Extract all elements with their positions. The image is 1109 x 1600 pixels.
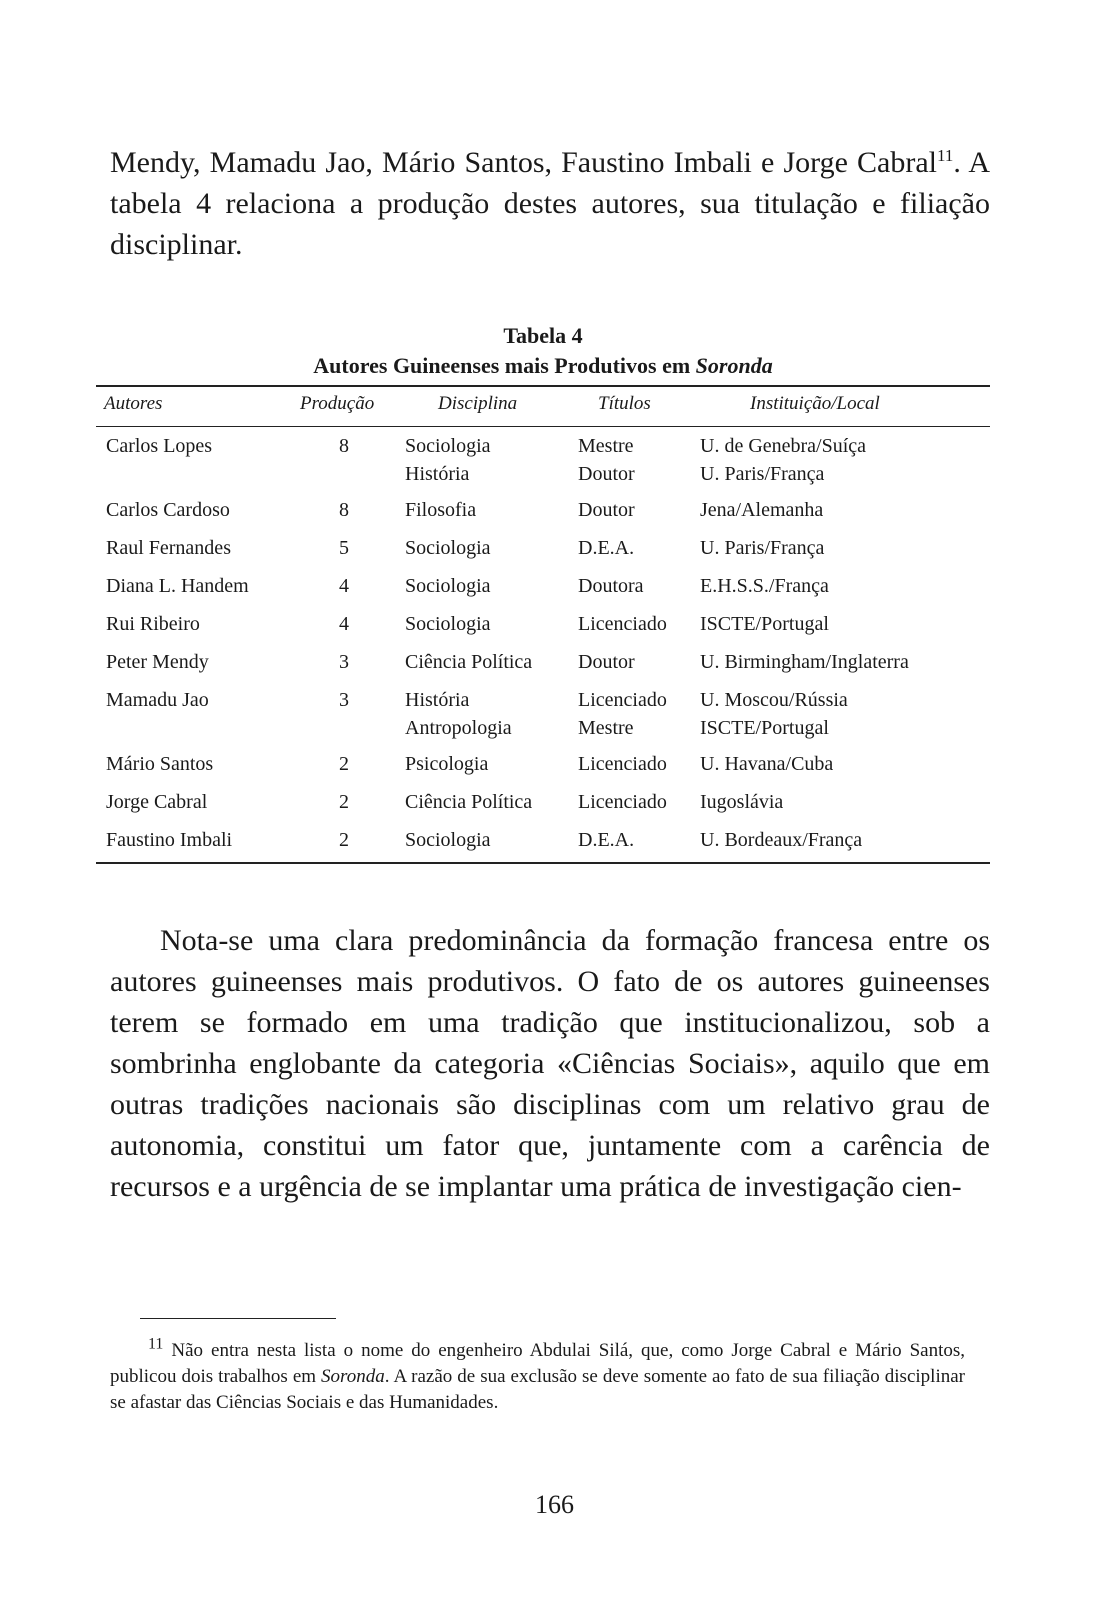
cell-titulo — [578, 750, 667, 778]
cell-producao: 2 — [339, 829, 349, 851]
cell-titulo-line: Licenciado — [578, 689, 667, 711]
intro-text-after: . A tabela 4 relaciona a produção destes autores, sua titulação e filiação disciplinar. — [110, 146, 990, 261]
cell-titulo-line: Doutor — [578, 499, 635, 521]
cell-disciplina — [405, 572, 491, 600]
cell-titulo — [578, 432, 635, 488]
footnote-text-before: Não entra nesta lista o nome do engenheiro Abdulai Silá, que, como Jorge Cabral e Mário Santos, publicou dois trabalhos em — [110, 1340, 966, 1387]
cell-autor: Mário Santos — [106, 753, 214, 775]
cell-titulo-line: D.E.A. — [578, 537, 635, 559]
cell-autor: Diana L. Handem — [106, 575, 249, 597]
cell-disciplina — [405, 686, 512, 742]
cell-titulo — [578, 534, 634, 562]
cell-disciplina — [405, 648, 532, 676]
cell-producao: 8 — [339, 499, 349, 521]
cell-disciplina-line: Ciência Política — [405, 651, 533, 673]
footnote-separator — [140, 1318, 336, 1319]
cell-disciplina — [405, 534, 491, 562]
cell-titulo — [578, 648, 635, 676]
page-number: 166 — [535, 1490, 574, 1519]
cell-titulo — [578, 686, 667, 742]
cell-instituicao-line: U. de Genebra/Suíça — [700, 435, 867, 457]
cell-disciplina-line: Psicologia — [405, 753, 489, 775]
cell-producao: 4 — [339, 575, 349, 597]
cell-disciplina-line: História — [405, 689, 470, 711]
footnote-number: 11 — [148, 1335, 164, 1353]
table-title-text: Autores Guineenses mais Produtivos em — [313, 353, 696, 378]
table-header-rule — [96, 426, 990, 427]
header-titulos: Títulos — [598, 393, 651, 414]
cell-disciplina-line: Ciência Política — [405, 791, 533, 813]
cell-titulo — [578, 826, 634, 854]
table-title-journal: Soronda — [695, 353, 773, 378]
table-top-rule — [96, 385, 990, 387]
footnote-journal: Soronda — [321, 1366, 385, 1387]
cell-producao: 2 — [339, 791, 349, 813]
cell-disciplina — [405, 496, 476, 524]
cell-producao: 2 — [339, 753, 349, 775]
cell-instituicao-line: U. Birmingham/Inglaterra — [700, 651, 909, 673]
footnote — [110, 1335, 966, 1416]
footnote-text-after: . A razão de sua exclusão se deve somente ao fato de sua filiação disciplinar se afastar das Ciências Sociais e das Humanidades. — [110, 1366, 965, 1413]
table-title — [96, 352, 990, 380]
cell-disciplina-line: Sociologia — [405, 829, 491, 851]
intro-text-before: Mendy, Mamadu Jao, Mário Santos, Faustino Imbali e Jorge Cabral — [110, 146, 937, 179]
table-header-row — [0, 393, 1109, 421]
cell-disciplina — [405, 826, 491, 854]
cell-instituicao — [700, 432, 866, 488]
cell-instituicao-line: U. Havana/Cuba — [700, 753, 834, 775]
cell-autor: Faustino Imbali — [106, 829, 233, 851]
cell-disciplina-line: Filosofia — [405, 499, 477, 521]
cell-titulo-line: Doutor — [578, 463, 635, 485]
cell-autor: Rui Ribeiro — [106, 613, 200, 635]
cell-instituicao-line: U. Paris/França — [700, 463, 825, 485]
cell-instituicao — [700, 826, 862, 854]
cell-titulo — [578, 610, 667, 638]
cell-instituicao — [700, 648, 909, 676]
header-disciplina: Disciplina — [438, 393, 518, 414]
cell-disciplina — [405, 610, 491, 638]
cell-instituicao-line: U. Paris/França — [700, 537, 825, 559]
header-autores: Autores — [104, 393, 163, 414]
cell-disciplina-line: Antropologia — [405, 717, 512, 739]
cell-titulo-line: Mestre — [578, 717, 634, 739]
cell-producao: 3 — [339, 651, 349, 673]
cell-disciplina-line: Sociologia — [405, 435, 491, 457]
cell-instituicao-line: U. Moscou/Rússia — [700, 689, 848, 711]
cell-instituicao — [700, 686, 848, 742]
cell-titulo-line: Mestre — [578, 435, 634, 457]
cell-instituicao-line: Jena/Alemanha — [700, 499, 824, 521]
cell-producao: 8 — [339, 435, 349, 457]
cell-titulo-line: Licenciado — [578, 613, 667, 635]
cell-titulo-line: D.E.A. — [578, 829, 635, 851]
cell-producao: 5 — [339, 537, 349, 559]
cell-disciplina — [405, 750, 488, 778]
cell-disciplina — [405, 432, 491, 488]
cell-instituicao — [700, 788, 783, 816]
cell-instituicao-line: U. Bordeaux/França — [700, 829, 863, 851]
cell-autor: Carlos Cardoso — [106, 499, 230, 521]
cell-producao: 3 — [339, 689, 349, 711]
cell-titulo-line: Doutor — [578, 651, 635, 673]
cell-disciplina-line: Sociologia — [405, 537, 491, 559]
cell-disciplina-line: Sociologia — [405, 613, 491, 635]
cell-instituicao — [700, 610, 829, 638]
cell-disciplina — [405, 788, 532, 816]
intro-paragraph — [110, 142, 990, 265]
cell-instituicao — [700, 534, 824, 562]
cell-autor: Jorge Cabral — [106, 791, 208, 813]
cell-titulo — [578, 572, 644, 600]
cell-instituicao-line: Iugoslávia — [700, 791, 784, 813]
cell-instituicao — [700, 750, 833, 778]
table-bottom-rule — [96, 862, 990, 864]
cell-instituicao — [700, 572, 829, 600]
header-instituicao: Instituição/Local — [750, 393, 880, 414]
cell-titulo-line: Licenciado — [578, 753, 667, 775]
cell-instituicao-line: E.H.S.S./França — [700, 575, 829, 597]
cell-titulo-line: Doutora — [578, 575, 644, 597]
cell-instituicao-line: ISCTE/Portugal — [700, 613, 829, 635]
cell-producao: 4 — [339, 613, 349, 635]
cell-disciplina-line: Sociologia — [405, 575, 491, 597]
cell-instituicao — [700, 496, 823, 524]
cell-disciplina-line: História — [405, 463, 470, 485]
table-number: Tabela 4 — [503, 323, 583, 348]
cell-autor: Peter Mendy — [106, 651, 209, 673]
cell-instituicao-line: ISCTE/Portugal — [700, 717, 829, 739]
cell-titulo — [578, 788, 667, 816]
cell-autor: Raul Fernandes — [106, 537, 231, 559]
cell-autor: Carlos Lopes — [106, 435, 213, 457]
footnote-reference: 11 — [936, 146, 954, 165]
cell-titulo — [578, 496, 635, 524]
cell-titulo-line: Licenciado — [578, 791, 667, 813]
cell-autor: Mamadu Jao — [106, 689, 209, 711]
body-paragraph: Nota-se uma clara predominância da formação francesa entre os autores guineenses mais produtivos. O fato de os autores guineenses terem se formado em uma tradição que institucionalizou, sob a sombrinha englobante da categoria «Ciências Sociais», aquilo que em outras tradições nacionais são disciplinas com um relativo grau de autonomia, constitui um fator que, juntamente com a carência de recursos e a urgência de se implantar uma prática de investigação cien- — [110, 924, 990, 1203]
header-producao: Produção — [300, 393, 375, 414]
